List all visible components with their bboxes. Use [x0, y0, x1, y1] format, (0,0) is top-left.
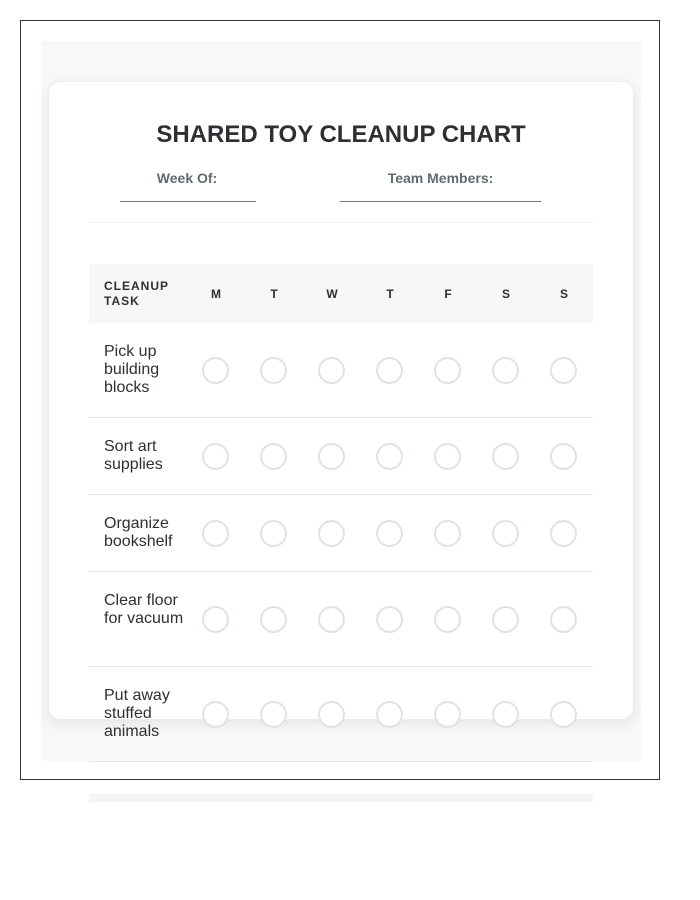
team-members-label: Team Members: — [387, 170, 494, 186]
task-label: Sort art supplies — [104, 438, 163, 473]
day-header-wed: W — [326, 287, 338, 301]
checkbox-sat[interactable] — [492, 443, 519, 470]
checkbox-mon[interactable] — [202, 520, 229, 547]
checkbox-wed[interactable] — [318, 357, 345, 384]
checkbox-tue[interactable] — [260, 701, 287, 728]
checkbox-mon[interactable] — [202, 357, 229, 384]
cleanup-table — [89, 264, 593, 762]
checkbox-sat[interactable] — [492, 701, 519, 728]
week-of-label: Week Of: — [156, 170, 218, 186]
task-row — [89, 418, 593, 495]
table-header — [89, 264, 593, 323]
checkbox-wed[interactable] — [318, 701, 345, 728]
checkbox-mon[interactable] — [202, 606, 229, 633]
chart-content — [48, 81, 634, 801]
checkbox-tue[interactable] — [260, 357, 287, 384]
task-label: Organize bookshelf — [104, 515, 173, 550]
task-label: Pick up building blocks — [104, 343, 160, 396]
checkbox-fri[interactable] — [434, 520, 461, 547]
day-header-tue: T — [270, 287, 278, 301]
task-label: Put away stuffed animals — [104, 687, 170, 740]
checkbox-thu[interactable] — [376, 520, 403, 547]
checkbox-sun[interactable] — [550, 606, 577, 633]
checkbox-sun[interactable] — [550, 520, 577, 547]
checkbox-thu[interactable] — [376, 606, 403, 633]
checkbox-sat[interactable] — [492, 357, 519, 384]
day-header-thu: T — [386, 287, 394, 301]
checkbox-sun[interactable] — [550, 701, 577, 728]
checkbox-tue[interactable] — [260, 520, 287, 547]
checkbox-mon[interactable] — [202, 701, 229, 728]
day-header-fri: F — [444, 287, 452, 301]
chart-title: SHARED TOY CLEANUP CHART — [156, 121, 526, 148]
checkbox-sun[interactable] — [550, 357, 577, 384]
checkbox-wed[interactable] — [318, 443, 345, 470]
checkbox-fri[interactable] — [434, 701, 461, 728]
checkbox-thu[interactable] — [376, 443, 403, 470]
checkbox-tue[interactable] — [260, 606, 287, 633]
checkbox-tue[interactable] — [260, 443, 287, 470]
day-header-sat: S — [501, 287, 510, 301]
checkbox-wed[interactable] — [318, 606, 345, 633]
checkbox-mon[interactable] — [202, 443, 229, 470]
checkbox-wed[interactable] — [318, 520, 345, 547]
checkbox-thu[interactable] — [376, 357, 403, 384]
task-column-header: CLEANUP TASK — [104, 279, 170, 308]
checkbox-fri[interactable] — [434, 606, 461, 633]
checkbox-fri[interactable] — [434, 357, 461, 384]
day-header-mon: M — [211, 287, 221, 301]
task-row — [89, 495, 593, 572]
task-label: Clear floor for vacuum — [104, 592, 184, 627]
day-header-sun: S — [559, 287, 568, 301]
task-row — [89, 323, 593, 418]
checkbox-sat[interactable] — [492, 520, 519, 547]
checkbox-fri[interactable] — [434, 443, 461, 470]
task-row — [89, 572, 593, 667]
team-members-field[interactable] — [340, 201, 541, 202]
task-row — [89, 667, 593, 762]
header-divider — [89, 222, 593, 223]
checkbox-sun[interactable] — [550, 443, 577, 470]
checkbox-sat[interactable] — [492, 606, 519, 633]
week-of-field[interactable] — [120, 201, 256, 202]
footer-bar — [89, 794, 593, 802]
checkbox-thu[interactable] — [376, 701, 403, 728]
